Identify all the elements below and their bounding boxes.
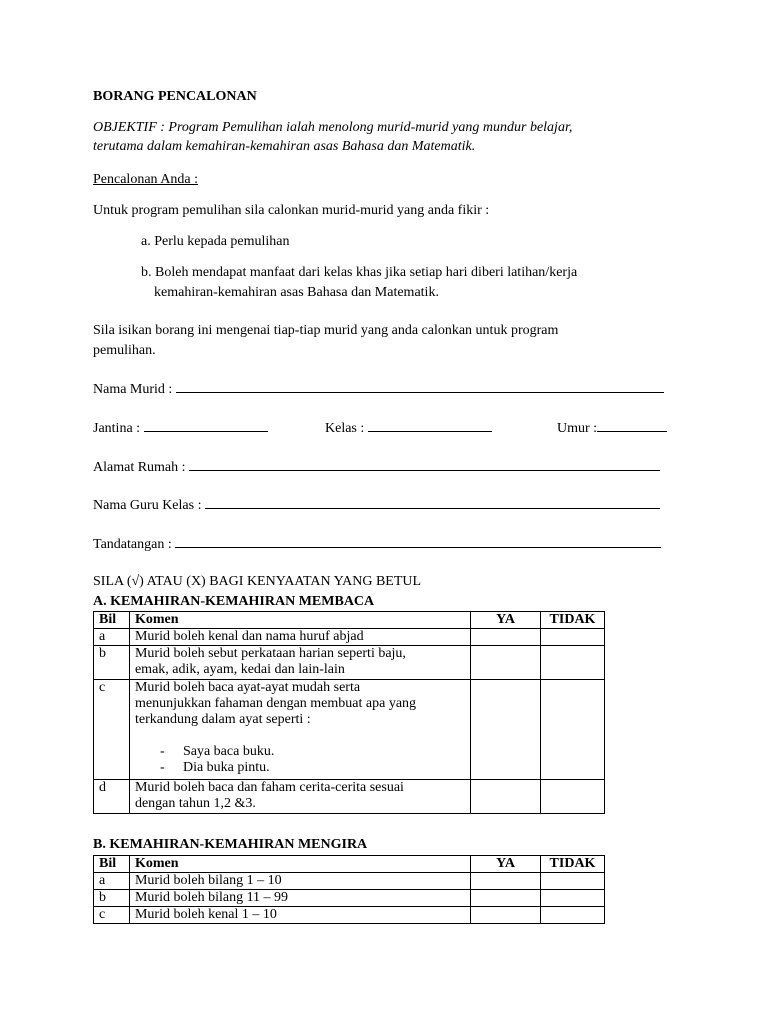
ya-cell[interactable]: [471, 680, 541, 780]
table-row: [94, 907, 605, 924]
bullet-dash: -: [159, 744, 165, 759]
ya-cell[interactable]: [471, 780, 541, 814]
ya-cell[interactable]: [471, 890, 541, 907]
header-ya: YA: [471, 612, 541, 629]
counting-skills-table: [93, 855, 605, 924]
komen-line: Murid boleh baca dan faham cerita-cerita sesuai: [134, 780, 404, 795]
komen-line: dengan tahun 1,2 &3.: [134, 796, 256, 811]
header-bil: Bil: [94, 612, 130, 629]
tidak-cell[interactable]: [541, 629, 605, 646]
bullet-text: Dia buka pintu.: [182, 760, 270, 775]
table-row: [94, 780, 605, 814]
field-umur-label: Umur :: [557, 421, 598, 436]
jantina-blank[interactable]: [144, 419, 268, 432]
criteria-b-line-1: b. Boleh mendapat manfaat dari kelas khas jika setiap hari diberi latihan/kerja: [141, 265, 578, 280]
table-row: [94, 890, 605, 907]
form-title: BORANG PENCALONAN: [93, 89, 257, 104]
ya-cell[interactable]: [471, 629, 541, 646]
row-komen: [129, 629, 470, 646]
criteria-b-line-2: kemahiran-kemahiran asas Bahasa dan Matematik.: [154, 285, 439, 300]
table-header-row: [94, 856, 605, 873]
objective-line-1: OBJEKTIF : Program Pemulihan ialah menolong murid-murid yang mundur belajar,: [93, 120, 573, 135]
row-bil: c: [94, 680, 130, 780]
field-alamat-rumah: [93, 458, 660, 476]
criteria-a: a. Perlu kepada pemulihan: [141, 234, 290, 249]
section-b-heading: B. KEMAHIRAN-KEMAHIRAN MENGIRA: [93, 837, 368, 852]
bullet-dash: -: [159, 760, 165, 775]
header-tidak: TIDAK: [541, 612, 605, 629]
komen-line: emak, adik, ayam, kedai dan lain-lain: [134, 662, 345, 677]
komen-line: Murid boleh kenal dan nama huruf abjad: [134, 629, 364, 644]
nama-guru-kelas-blank[interactable]: [205, 496, 660, 509]
field-nama-murid: [93, 380, 664, 398]
row-komen: [129, 780, 470, 814]
ya-cell[interactable]: [471, 646, 541, 680]
bullet-item: [135, 744, 465, 760]
header-bil: Bil: [94, 856, 130, 873]
table-header-row: [94, 612, 605, 629]
row-komen: [129, 680, 470, 780]
field-jantina: [93, 419, 268, 437]
field-tandatangan: [93, 535, 661, 553]
section-a-heading: A. KEMAHIRAN-KEMAHIRAN MEMBACA: [93, 594, 375, 609]
blank-line: [135, 728, 465, 744]
nomination-heading: Pencalonan Anda :: [93, 172, 198, 187]
tidak-cell[interactable]: [541, 890, 605, 907]
header-tidak: TIDAK: [541, 856, 605, 873]
instruction-line-1: Sila isikan borang ini mengenai tiap-tiap murid yang anda calonkan untuk program: [93, 323, 559, 338]
row-komen: [129, 646, 470, 680]
komen-line: terkandung dalam ayat seperti :: [134, 712, 311, 727]
field-nama-guru-kelas: [93, 496, 660, 514]
tick-instruction: SILA (√) ATAU (X) BAGI KENYAATAN YANG BETUL: [93, 574, 422, 589]
komen-line: menunjukkan fahaman dengan membuat apa yang: [134, 696, 417, 711]
komen-line: Murid boleh sebut perkataan harian seperti baju,: [134, 646, 406, 661]
field-umur: [557, 419, 667, 437]
row-bil: b: [94, 890, 130, 907]
tidak-cell[interactable]: [541, 646, 605, 680]
field-jantina-label: Jantina :: [93, 421, 141, 436]
instruction-line-2: pemulihan.: [93, 343, 156, 358]
alamat-rumah-blank[interactable]: [189, 458, 660, 471]
bullet-item: [135, 760, 465, 776]
bullet-text: Saya baca buku.: [182, 744, 275, 759]
field-tandatangan-label: Tandatangan :: [93, 537, 172, 552]
tidak-cell[interactable]: [541, 780, 605, 814]
table-row: [94, 629, 605, 646]
row-komen: Murid boleh bilang 11 – 99: [129, 890, 470, 907]
table-row: [94, 873, 605, 890]
komen-line: Murid boleh baca ayat-ayat mudah serta: [134, 680, 361, 695]
kelas-blank[interactable]: [368, 419, 492, 432]
nama-murid-blank[interactable]: [176, 380, 664, 393]
header-ya: YA: [471, 856, 541, 873]
field-alamat-rumah-label: Alamat Rumah :: [93, 460, 186, 475]
tidak-cell[interactable]: [541, 907, 605, 924]
row-bil: a: [94, 629, 130, 646]
row-bil: c: [94, 907, 130, 924]
row-komen: Murid boleh bilang 1 – 10: [129, 873, 470, 890]
tidak-cell[interactable]: [541, 873, 605, 890]
header-komen: Komen: [129, 612, 470, 629]
umur-blank[interactable]: [597, 419, 667, 432]
table-row: [94, 646, 605, 680]
tidak-cell[interactable]: [541, 680, 605, 780]
row-bil: d: [94, 780, 130, 814]
table-row: [94, 680, 605, 780]
row-bil: a: [94, 873, 130, 890]
objective-line-2: terutama dalam kemahiran-kemahiran asas Bahasa dan Matematik.: [93, 139, 476, 154]
ya-cell[interactable]: [471, 873, 541, 890]
field-nama-murid-label: Nama Murid :: [93, 382, 173, 397]
intro-text: Untuk program pemulihan sila calonkan murid-murid yang anda fikir :: [93, 203, 490, 218]
reading-skills-table: [93, 611, 605, 814]
field-kelas: [325, 419, 492, 437]
row-bil: b: [94, 646, 130, 680]
header-komen: Komen: [129, 856, 470, 873]
tandatangan-blank[interactable]: [175, 535, 661, 548]
field-kelas-label: Kelas :: [325, 421, 365, 436]
ya-cell[interactable]: [471, 907, 541, 924]
row-komen: Murid boleh kenal 1 – 10: [129, 907, 470, 924]
field-nama-guru-kelas-label: Nama Guru Kelas :: [93, 498, 202, 513]
